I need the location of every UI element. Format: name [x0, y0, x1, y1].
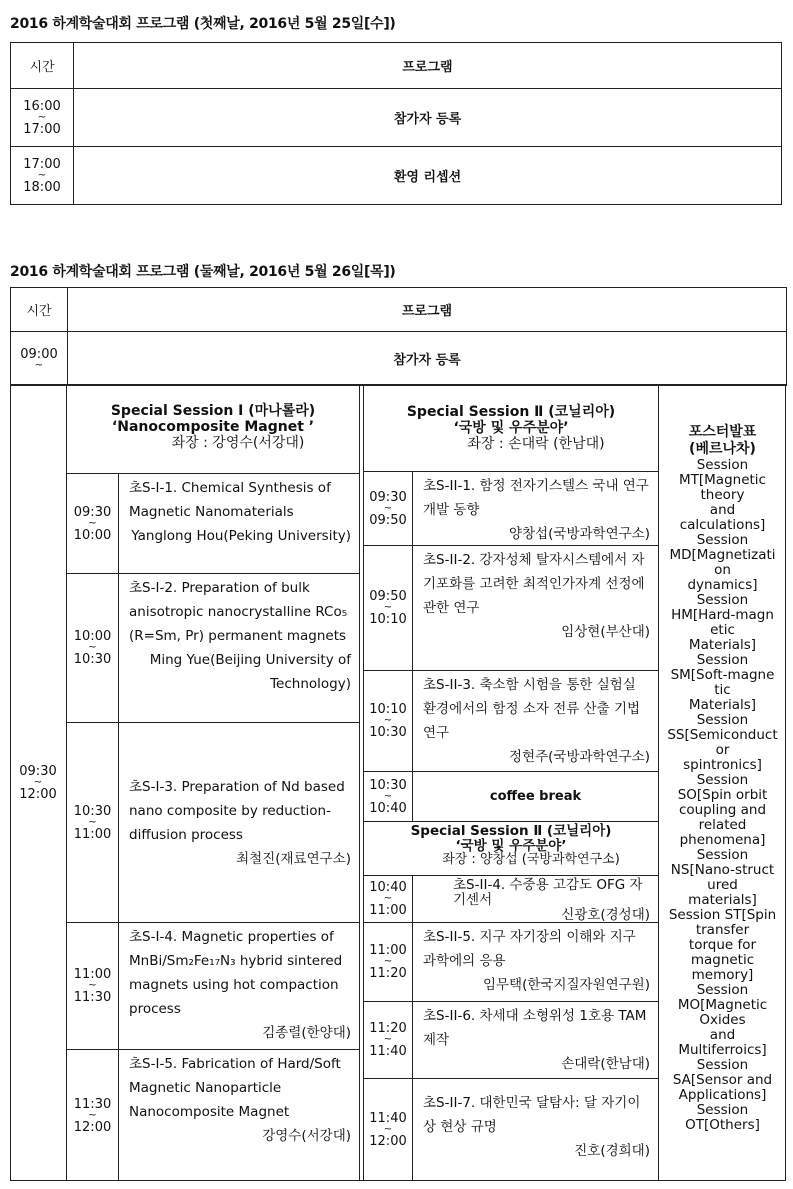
- poster-session-line: theory: [700, 487, 745, 503]
- session2-header-2: Special Session Ⅱ (코닐리아) ‘국방 및 우주분야’ 좌장 : 양창섭 (국방과학연구소): [410, 823, 620, 867]
- day1-program-header: 프로그램: [74, 43, 782, 89]
- day2-header-table: [10, 287, 787, 386]
- poster-title: 포스터발표: [688, 424, 757, 440]
- session2-talk-3: 10:10 ~ 10:30 초S-II-3. 축소함 시험을 통한 실험실 환경에서의 함정 소자 전류 산출 기법 연구 정현주(국방과학연구소): [364, 671, 658, 772]
- day1-row1-program: 참가자 등록: [74, 89, 782, 147]
- poster-session-line: coupling and: [678, 802, 767, 818]
- poster-session-line: Session: [696, 532, 749, 548]
- poster-session-line: MD[Magnetizati: [669, 547, 776, 563]
- poster-session-line: OT[Others]: [685, 1117, 760, 1133]
- poster-session-line: tic: [714, 682, 731, 698]
- day1-row1-time: 16:00 ~ 17:00: [11, 89, 74, 147]
- session1-header: Special Session I (마나롤라) ‘Nanocomposite Magnet ’ 좌장 : 강영수(서강대): [110, 403, 316, 451]
- poster-session-line: Session: [696, 712, 749, 728]
- poster-session-line: Multiferroics]: [678, 1042, 767, 1058]
- session1-talk-4: 11:00 ~ 11:30 초S-I-4. Magnetic properties of MnBi/Sm₂Fe₁₇N₃ hybrid sintered magnets using hot compaction process 김종렬(한양대): [67, 923, 359, 1050]
- poster-session-line: SO[Spin orbit: [677, 787, 768, 803]
- poster-session-line: on: [714, 562, 731, 578]
- session1-talk-5: 11:30 ~ 12:00 초S-I-5. Fabrication of Hard/Soft Magnetic Nanoparticle Nanocomposite Magnet 강영수(서강대): [67, 1050, 359, 1181]
- poster-session-line: Applications]: [678, 1087, 767, 1103]
- day1-time-header: 시간: [11, 43, 74, 89]
- session2-header: Special Session Ⅱ (코닐리아) ‘국방 및 우주분야’ 좌장 : 손대락 (한남대): [406, 404, 616, 452]
- poster-session-line: Session: [696, 847, 749, 863]
- poster-session-line: Session: [696, 457, 749, 473]
- poster-session-line: SS[Semiconduct: [667, 727, 778, 743]
- day2-program-header: 프로그램: [68, 288, 787, 332]
- poster-session-line: torque for: [688, 937, 757, 953]
- session1-talk-2: 10:00 ~ 10:30 초S-I-2. Preparation of bulk anisotropic nanocrystalline RCo₅ (R=Sm, Pr) permanent magnets Ming Yue(Beijing University of Technology): [67, 574, 359, 723]
- session1-talk-3: 10:30 ~ 11:00 초S-I-3. Preparation of Nd based nano composite by reduction-diffusion process 최철진(재료연구소): [67, 723, 359, 923]
- day1-title: 2016 하계학술대회 프로그램 (첫째날, 2016년 5월 25일[수]): [10, 16, 396, 32]
- session2-talk-4: 10:40 ~ 11:00 초S-II-4. 수중용 고감도 OFG 자기센서 신광호(경성대): [364, 875, 658, 923]
- day2-registration-time: 09:00 ~: [11, 332, 68, 386]
- poster-session-line: dynamics]: [687, 577, 758, 593]
- session1-talk-1: 09:30 ~ 10:00 초S-I-1. Chemical Synthesis of Magnetic Nanomaterials Yanglong Hou(Peking University): [67, 473, 359, 574]
- block-time: 09:30 ~ 12:00: [10, 384, 67, 1181]
- poster-session-line: and: [709, 502, 736, 518]
- poster-session-line: spintronics]: [683, 757, 762, 773]
- poster-column: [658, 384, 786, 1181]
- poster-session-line: HM[Hard-magn: [671, 607, 774, 623]
- day1-row2-program: 환영 리셉션: [74, 147, 782, 205]
- poster-session-line: or: [715, 742, 730, 758]
- poster-session-line: ured: [707, 877, 738, 893]
- session2-talk-5: 11:00 ~ 11:20 초S-II-5. 지구 자기장의 이해와 지구 과학에의 응용 임무택(한국지질자원연구원): [364, 923, 658, 1002]
- poster-session-line: Oxides: [699, 1012, 746, 1028]
- day1-row2-time: 17:00 ~ 18:00: [11, 147, 74, 205]
- poster-session-line: MT[Magnetic: [679, 472, 766, 488]
- session2-talk-1: 09:30 ~ 09:50 초S-II-1. 함정 전자기스텔스 국내 연구개발 동향 양창섭(국방과학연구소): [364, 471, 658, 546]
- poster-session-line: Session: [696, 772, 749, 788]
- poster-session-line: Session: [696, 982, 749, 998]
- poster-session-line: Session: [696, 1102, 749, 1118]
- poster-session-line: and: [709, 1027, 736, 1043]
- poster-session-line: SA[Sensor and: [672, 1072, 773, 1088]
- session2-column: [364, 384, 658, 1181]
- poster-room: (베르나차): [689, 441, 756, 457]
- session2-break: 10:30 ~ 10:40 coffee break: [364, 772, 658, 822]
- poster-session-line: materials]: [688, 892, 757, 908]
- day2-registration-program: 참가자 등록: [68, 332, 787, 386]
- session2-talk-2: 09:50 ~ 10:10 초S-II-2. 강자성체 탈자시스템에서 자기포화를 고려한 최적인가자계 선정에 관한 연구 임상현(부산대): [364, 546, 658, 671]
- poster-session-line: transfer: [695, 922, 750, 938]
- poster-session-line: phenomena]: [679, 832, 766, 848]
- session2-talk-7: 11:40 ~ 12:00 초S-II-7. 대한민국 달탐사: 달 자기이상 현상 규명 진호(경희대): [364, 1079, 658, 1181]
- poster-session-line: Session: [696, 1057, 749, 1073]
- day1-table: [10, 42, 782, 205]
- poster-session-line: related: [698, 817, 747, 833]
- poster-session-line: Session: [696, 652, 749, 668]
- poster-session-line: magnetic: [690, 952, 755, 968]
- poster-session-line: MO[Magnetic: [677, 997, 768, 1013]
- poster-session-line: etic: [710, 622, 735, 638]
- poster-session-line: Session: [696, 592, 749, 608]
- day2-time-header: 시간: [11, 288, 68, 332]
- poster-session-line: Session ST[Spin: [668, 907, 777, 923]
- poster-session-line: NS[Nano-struct: [670, 862, 775, 878]
- poster-content: [659, 384, 786, 1133]
- session2-talk-6: 11:20 ~ 11:40 초S-II-6. 차세대 소형위성 1호용 TAM 제작 손대락(한남대): [364, 1002, 658, 1079]
- session1-column: [67, 384, 359, 1181]
- poster-session-line: memory]: [691, 967, 754, 983]
- poster-session-line: Materials]: [688, 637, 757, 653]
- poster-session-list: [659, 458, 786, 1133]
- poster-session-line: Materials]: [688, 697, 757, 713]
- day2-title: 2016 하계학술대회 프로그램 (둘째날, 2016년 5월 26일[목]): [10, 264, 396, 280]
- poster-session-line: calculations]: [679, 517, 766, 533]
- poster-session-line: SM[Soft-magne: [670, 667, 775, 683]
